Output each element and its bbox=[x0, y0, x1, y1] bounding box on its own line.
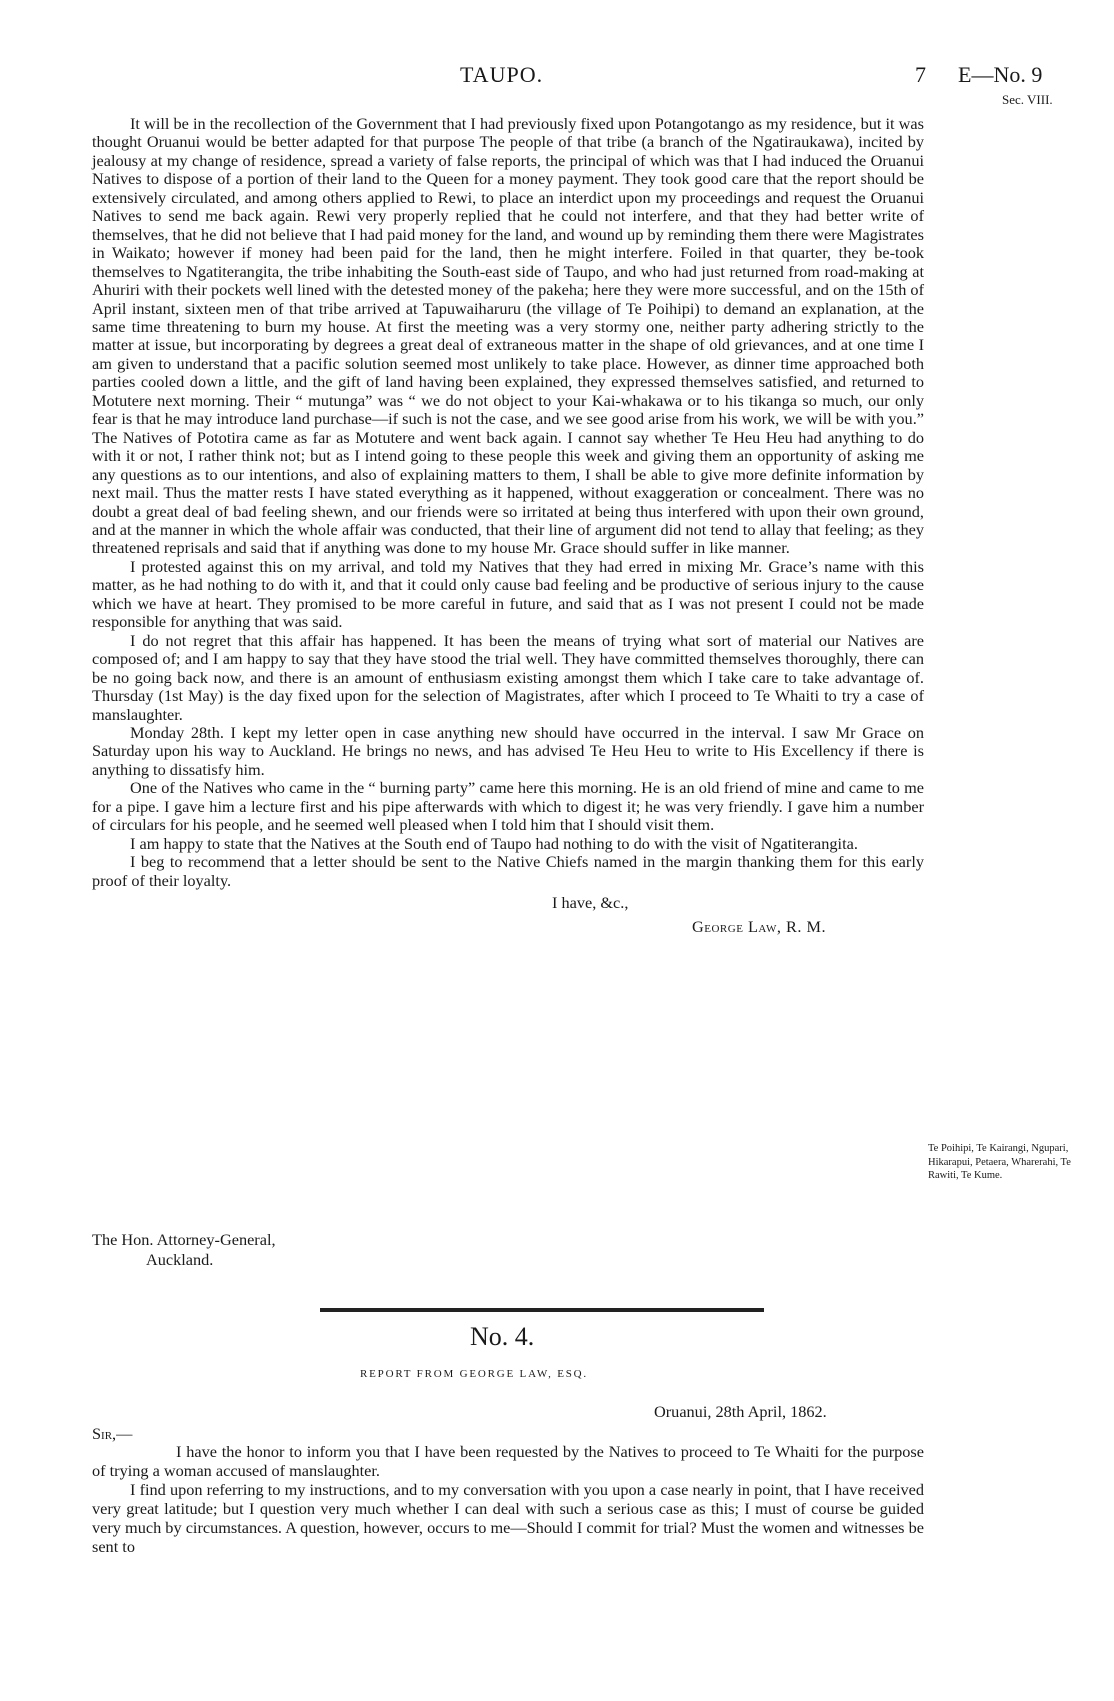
report-body bbox=[92, 1442, 924, 1556]
letter-body bbox=[92, 114, 924, 937]
addressee-line: The Hon. Attorney-General, bbox=[92, 1230, 276, 1249]
signature-block bbox=[92, 890, 924, 937]
section-subtitle: REPORT FROM GEORGE LAW, ESQ. bbox=[360, 1368, 588, 1380]
salutation: Sir,— bbox=[92, 1424, 133, 1443]
page-title: TAUPO. bbox=[460, 62, 544, 87]
addressee-line: Auckland. bbox=[146, 1250, 214, 1269]
section-divider bbox=[320, 1308, 764, 1312]
section-label: Sec. VIII. bbox=[1002, 92, 1053, 107]
paragraph: I protested against this on my arrival, and told my Natives that they had erred in mixing Mr. Grace’s name with this matter, as he had nothing to do with it, and that it could only cause bad feeling and be productive of serious injury to the cause which we have at heart. They promised to be more careful in future, and said that as I was not present I could not be made responsible for anything that was said. bbox=[92, 556, 924, 632]
closing-line: I have, &c., bbox=[552, 893, 629, 913]
section-number: No. 4. bbox=[470, 1322, 535, 1351]
paragraph: It will be in the recollection of the Government that I had previously fixed upon Potangotango as my residence, but it was thought Oruanui would be better adapted for that purpose The people of that tribe (a branch of the Ngatiraukawa), incited by jealousy at my change of residence, spread a variety of false reports, the principal of which was that I had induced the Oruanui Natives to dispose of a portion of their land to the Queen for a money payment. They took good care that the report should be extensively circulated, and among others applied to Rewi, to place an interdict upon my proceedings and request the Oruanui Natives to send me back again. Rewi very properly replied that he could not interfere, and that they had better write of themselves, that he did not believe that I had paid money for the land, and wound up by reminding them there were Magistrates in Waikato; however if money had been paid for the land, then he might interfere. Foiled in that quarter, they be-took themselves to Ngatiterangita, the tribe inhabiting the South-east side of Taupo, and who had just returned from road-making at Ahuriri with their pockets well lined with the detested money of the pakeha; here they were more successful, and on the 15th of April instant, sixteen men of that tribe arrived at Tapuwaiharuru (the village of Te Poihipi) to demand an explanation, at the same time threatening to burn my house. At first the meeting was a very stormy one, neither party adhering strictly to the matter at issue, but incorporating by degrees a great deal of extraneous matter in the shape of old grievances, and at one time I am given to understand that a pacific solution seemed most unlikely to take place. However, as dinner time approached both parties cooled down a little, and the gift of land having been explained, they expressed themselves satisfied, and returned to Motutere next morning. Their “ mutunga” was “ we do not object to your Kai-whakawa or to his tikanga so much, our only fear is that he may introduce land purchase—if such is not the case, and we see good arise from his work, we will be with you.” The Natives of Pototira came as far as Motutere and went back again. I cannot say whether Te Heu Heu had anything to do with it or not, I rather think not; but as I intend going to these people this week and giving them an opportunity of asking me any questions as to our intentions, and also of explaining matters to them, I shall be able to give more definite information by next mail. Thus the matter rests I have stated everything as it happened, without exaggeration or concealment. There was no doubt a great deal of bad feeling shewn, and our friends were so irritated at being thus interfered with upon their own ground, and at the manner in which the whole affair was conducted, that their line of argument did not tend to allay that feeling; as they threatened reprisals and said that if anything was done to my house Mr. Grace should suffer in like manner. bbox=[92, 114, 924, 558]
margin-note-chiefs: Te Poihipi, Te Kairangi, Ngupari, Hikarapui, Petaera, Wharerahi, Te Rawiti, Te Kume. bbox=[928, 1143, 1071, 1181]
paragraph: Monday 28th. I kept my letter open in case anything new should have occurred in the interval. I saw Mr Grace on Saturday upon his way to Auckland. He brings no news, and has advised Te Heu Heu to write to His Excellency if there is anything to dissatisfy him. bbox=[92, 722, 924, 779]
paragraph: I find upon referring to my instructions, and to my conversation with you upon a case nearly in point, that I have received very great latitude; but I question very much whether I can deal with such a serious case as this; I must of course be guided very much by circumstances. A question, however, occurs to me—Should I commit for trial? Must the women and witnesses be sent to bbox=[92, 1480, 924, 1556]
place-date: Oruanui, 28th April, 1862. bbox=[654, 1402, 827, 1421]
page-number: 7 bbox=[915, 62, 926, 87]
document-reference: E—No. 9 bbox=[958, 62, 1043, 87]
paragraph: I have the honor to inform you that I have been requested by the Natives to proceed to Te Whaiti for the purpose of trying a woman accused of manslaughter. bbox=[92, 1442, 924, 1480]
paragraph: One of the Natives who came in the “ burning party” came here this morning. He is an old friend of mine and came to me for a pipe. I gave him a lecture first and his pipe afterwards with which to digest it; he was very friendly. I gave him a number of circulars for his people, and he seemed well pleased when I told him that I should visit them. bbox=[92, 778, 924, 835]
addressee bbox=[92, 1230, 276, 1270]
paragraph: I beg to recommend that a letter should be sent to the Native Chiefs named in the margin thanking them for this early proof of their loyalty. bbox=[92, 852, 924, 890]
signature: George Law, R. M. bbox=[692, 917, 827, 937]
paragraph: I do not regret that this affair has happened. It has been the means of trying what sort of material our Natives are composed of; and I am happy to say that they have stood the trial well. They have committed themselves thoroughly, there can be no going back now, and there is an amount of enthusiasm existing amongst them which I take care to take advantage of. Thursday (1st May) is the day fixed upon for the selection of Magistrates, after which I proceed to Te Whaiti to try a case of manslaughter. bbox=[92, 630, 924, 724]
paragraph: I am happy to state that the Natives at the South end of Taupo had nothing to do with the visit of Ngatiterangita. bbox=[130, 833, 858, 853]
